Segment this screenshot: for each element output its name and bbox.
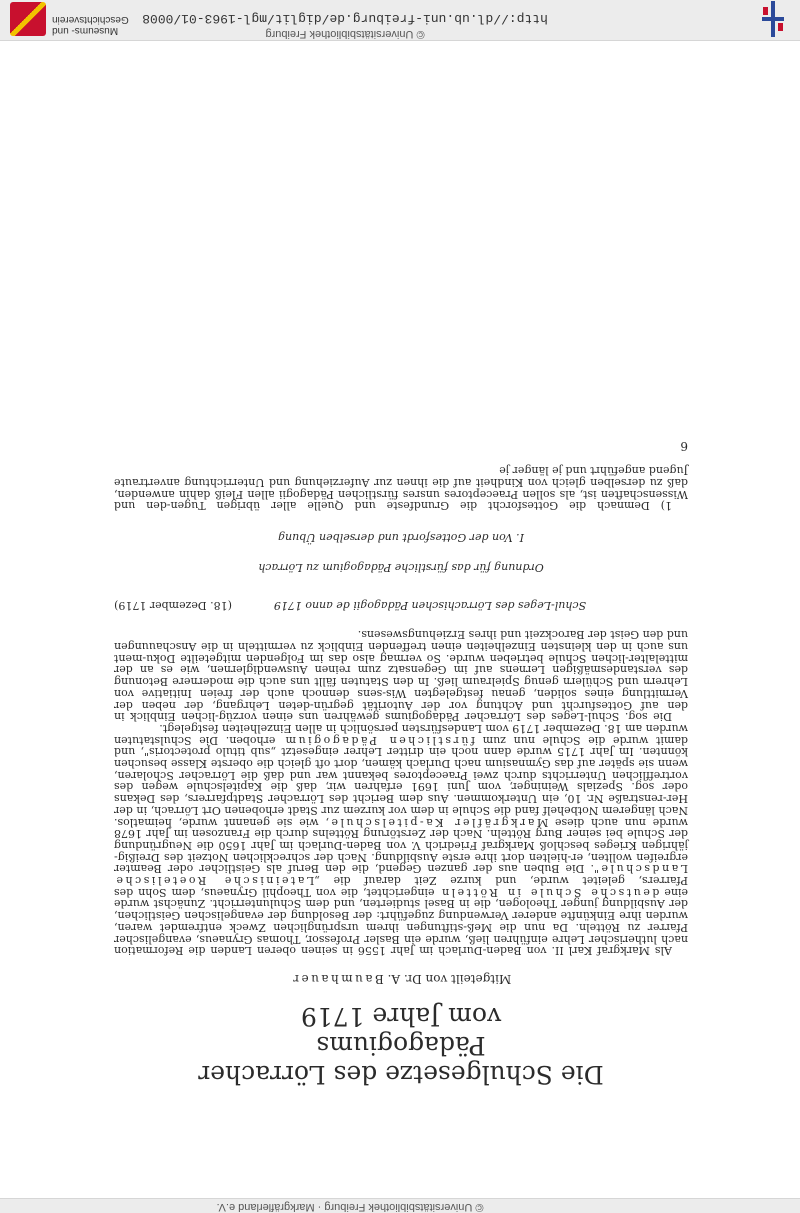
section-paragraph: 1) Demnach die Gottesforcht die Grundfeste und Quelle aller übrigen Tugen-den und Wissenschaften ist, als sollen Praeceptores unsres fürstlichen Pädagogii allen Fleiß dahin anwenden, daß zu derselben gleich von Kindheit auf die ihnen zur Auferziehung und Unterrichtung anvertraute Jugend angeführt und je länger je (114, 464, 688, 513)
library-logo-icon (760, 1, 786, 37)
author-line: Mitgeteilt von Dr. A. Baumhauer (290, 972, 512, 986)
intro-paragraph-2: Die sog. Schul-Leges des Lörracher Pädagogiums gewähren uns einen vorzüg-lichen Einblick in den auf Gottesfurcht und Achtung vor der Autorität gegrün-deten Lehrgang, der neben der Vermittlung eines soliden, genau festgelegten Wis-sens dennoch auch der freien Initiative von Lehrern und Schülern genug Spielraum ließ. In den Statuten fällt uns auch die modernere Betonung des verstandesmäßigen Lernens auf im Gegensatz zum reinen Auswendiglernen, wie es an der mittelalter-lichen Schule betrieben wurde. So vermag also das im Folgenden mitgeteilte Doku-ment uns auch in den kleinsten Einzelheiten einen treffenden Einblick zu vermitteln in die Anschauungen und den Geist der Barockzeit und ihres Erziehungswesens. (114, 628, 688, 724)
ordnung-title: Ordnung für das fürstliche Pädagogium zu Lörrach (258, 560, 544, 574)
title-block (114, 972, 688, 1089)
intro-paragraph-1: Als Markgraf Karl II. von Baden-Durlach im Jahr 1556 in seinen oberen Landen die Reformation nach lutherischer Lehre einführen ließ, wurde ein Basler Professor, Thomas Grynaeus, evangelischer Pfarrer zu Rötteln. Da nun die Meß-stiftungen ihrem ursprünglichen Zweck entfremdet waren, wurden ihre Einkünfte anderer Verwendung zugeführt: der Besoldung der evangelischen Geistlichen, der Ausbildung junger Theologen, die in Basel studierten, und dem Schulunterricht. Zunächst wurde eine deutsche Schule in Rötteln eingerichtet, die von Theophil Grynaeus, dem Sohn des Pfarrers, geleitet wurde, und kurze Zeit darauf die „Lateinische Roetelische Landschule". Die Buben aus der ganzen Gegend, die den Beruf als Geistlicher oder Beamter ergreifen wollten, er-hielten dort ihre erste Ausbildung. Nach der schrecklichen Notzeit des Dreißig-jährigen Krieges beschloß Markgraf Friedrich V. von Baden-Durlach im Jahr 1650 die Neugründung der Schule bei seiner Burg Rötteln. Nach der Zerstörung Röttelns durch die Franzosen im Jahr 1678 wurde nun auch diese Markgräfler Ka-pitelschule, wie sie genannt wurde, heimatlos. Nach längerem Notbehelf fand die Schule in dem vor kurzem zur Stadt erhobenen Ort Lörrach, in der Her-renstraße Nr. 10, ein Unterkommen. Aus dem Bericht des Lörracher Stadtpfarrers, des Dekans oder sog. Spezials Weininger, vom Juni 1691 erfahren wir, daß die Kapitelschule wegen des vortrefflichen Unterrichts durch zwei Praeceptores bekannt war und daß die Lörracher Scholaren, wenn sie später auf das Gymnasium nach Durlach kämen, dort oft gleich die oberste Klasse besuchen könnten. Im Jahr 1715 wurde dann noch ein dritter Lehrer eingesetzt „sub titulo protectoris", und damit wurde die Schule nun zum fürstlichen Pädagogium erhoben. Die Schulstatuten wurden am 18. Dezember 1719 vom Landesfürsten persönlich in allen Einzelheiten festgelegt. (114, 721, 688, 958)
leges-heading (114, 599, 688, 611)
footer-copyright: © Universitätsbibliothek Freiburg · Markgräflerland e.V. (216, 1201, 484, 1213)
document-url[interactable]: http://dl.ub.uni-freiburg.de/diglit/mgl-1963-01/0008 (142, 11, 548, 26)
document-body (114, 431, 688, 1089)
leges-date: (18. Dezember 1719) (114, 598, 232, 612)
coat-of-arms-icon (10, 2, 46, 36)
document-subtitle: vom Jahre 1719 (300, 1002, 502, 1031)
document-title: Die Schulgesetze des Lörracher Pädagogiums (198, 1031, 604, 1089)
page-number: 6 (680, 438, 688, 453)
library-footer (0, 1199, 800, 1213)
copyright-text: © Universitätsbibliothek Freiburg (265, 28, 425, 40)
library-header (0, 0, 800, 40)
leges-title: Schul-Leges des Lörrachischen Pädagogii de anno 1719 (273, 598, 587, 612)
section-heading: I. Von der Gottesfordt und derselben Übung (278, 531, 524, 545)
partner-name: Museums- und Geschichtsverein (52, 14, 129, 36)
